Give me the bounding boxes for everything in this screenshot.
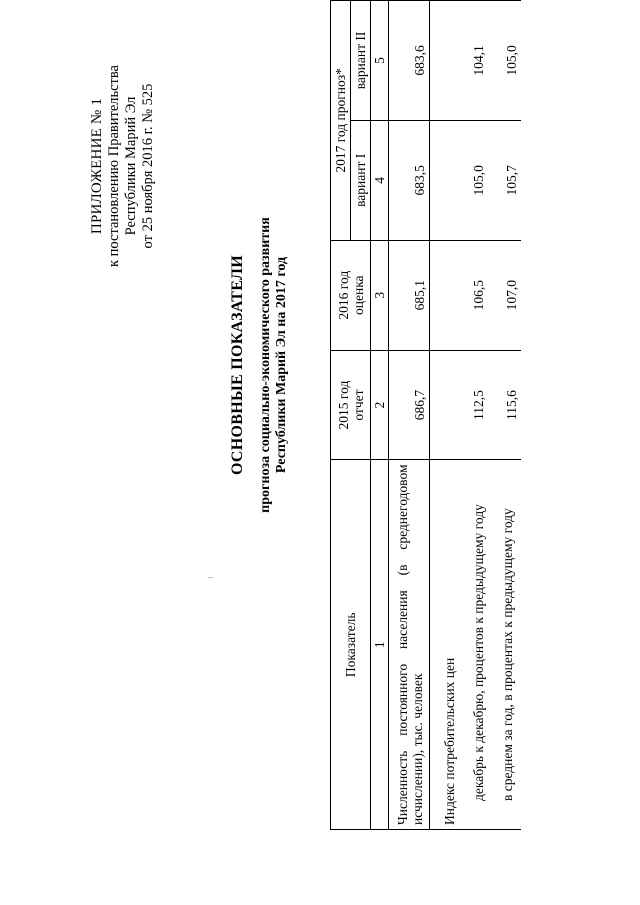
document-title: ОСНОВНЫЕ ПОКАЗАТЕЛИ [229,254,246,476]
row-value: 685,1 [389,240,430,350]
column-number: 1 [371,460,389,830]
column-number: 3 [371,240,389,350]
row-value: 104,1 [459,1,488,121]
table-row [459,1,488,830]
header-variant-2: вариант II [351,1,371,121]
row-value: 683,5 [389,120,430,240]
annex-title: ПРИЛОЖЕНИЕ № 1 [89,97,105,235]
row-value: 107,0 [488,240,521,350]
table-row [389,1,430,830]
row-value [430,1,460,121]
row-value [430,350,460,460]
table-row [488,1,521,830]
row-value: 115,6 [488,350,521,460]
header-2015 [331,350,371,460]
table-header-row [331,1,351,830]
column-number: 4 [371,120,389,240]
document-heading [228,55,290,675]
row-value [430,120,460,240]
header-2015-year: 2015 год [335,380,351,430]
annex-line-2: Республики Марий Эл [123,96,139,236]
header-2016-year: 2016 год [335,270,351,320]
row-value [430,240,460,350]
row-indicator: в среднем за год, в процентах к предыдущему году [488,460,521,830]
header-2015-kind: отчет [350,389,366,421]
row-indicator: декабрь к декабрю, процентов к предыдущему году [459,460,488,830]
column-number-row [371,1,389,830]
header-2017: 2017 год прогноз* [331,1,351,241]
page-center-mark [208,577,213,578]
annex-block [89,16,157,316]
column-number: 5 [371,1,389,121]
header-variant-1: вариант I [351,120,371,240]
row-value: 112,5 [459,350,488,460]
row-value: 105,0 [459,120,488,240]
annex-line-1: к постановлению Правительства [106,65,122,267]
row-indicator: Индекс потребительских цен [430,460,460,830]
row-value: 683,6 [389,1,430,121]
column-number: 2 [371,350,389,460]
row-value: 105,0 [488,1,521,121]
row-value: 105,7 [488,120,521,240]
row-value: 686,7 [389,350,430,460]
table-row [430,1,460,830]
annex-line-3: от 25 ноября 2016 г. № 525 [140,83,156,249]
indicators-table [330,0,521,830]
header-2016 [331,240,371,350]
row-value: 106,5 [459,240,488,350]
header-indicator: Показатель [331,460,371,830]
header-2016-kind: оценка [350,275,366,315]
document-subtitle-2: Республики Марий Эл на 2017 год [274,256,289,474]
row-indicator: Численность постоянного населения (в среднегодовом исчислении), тыс. человек [389,460,430,830]
document-subtitle-1: прогноза социально-экономического развития [258,217,273,513]
